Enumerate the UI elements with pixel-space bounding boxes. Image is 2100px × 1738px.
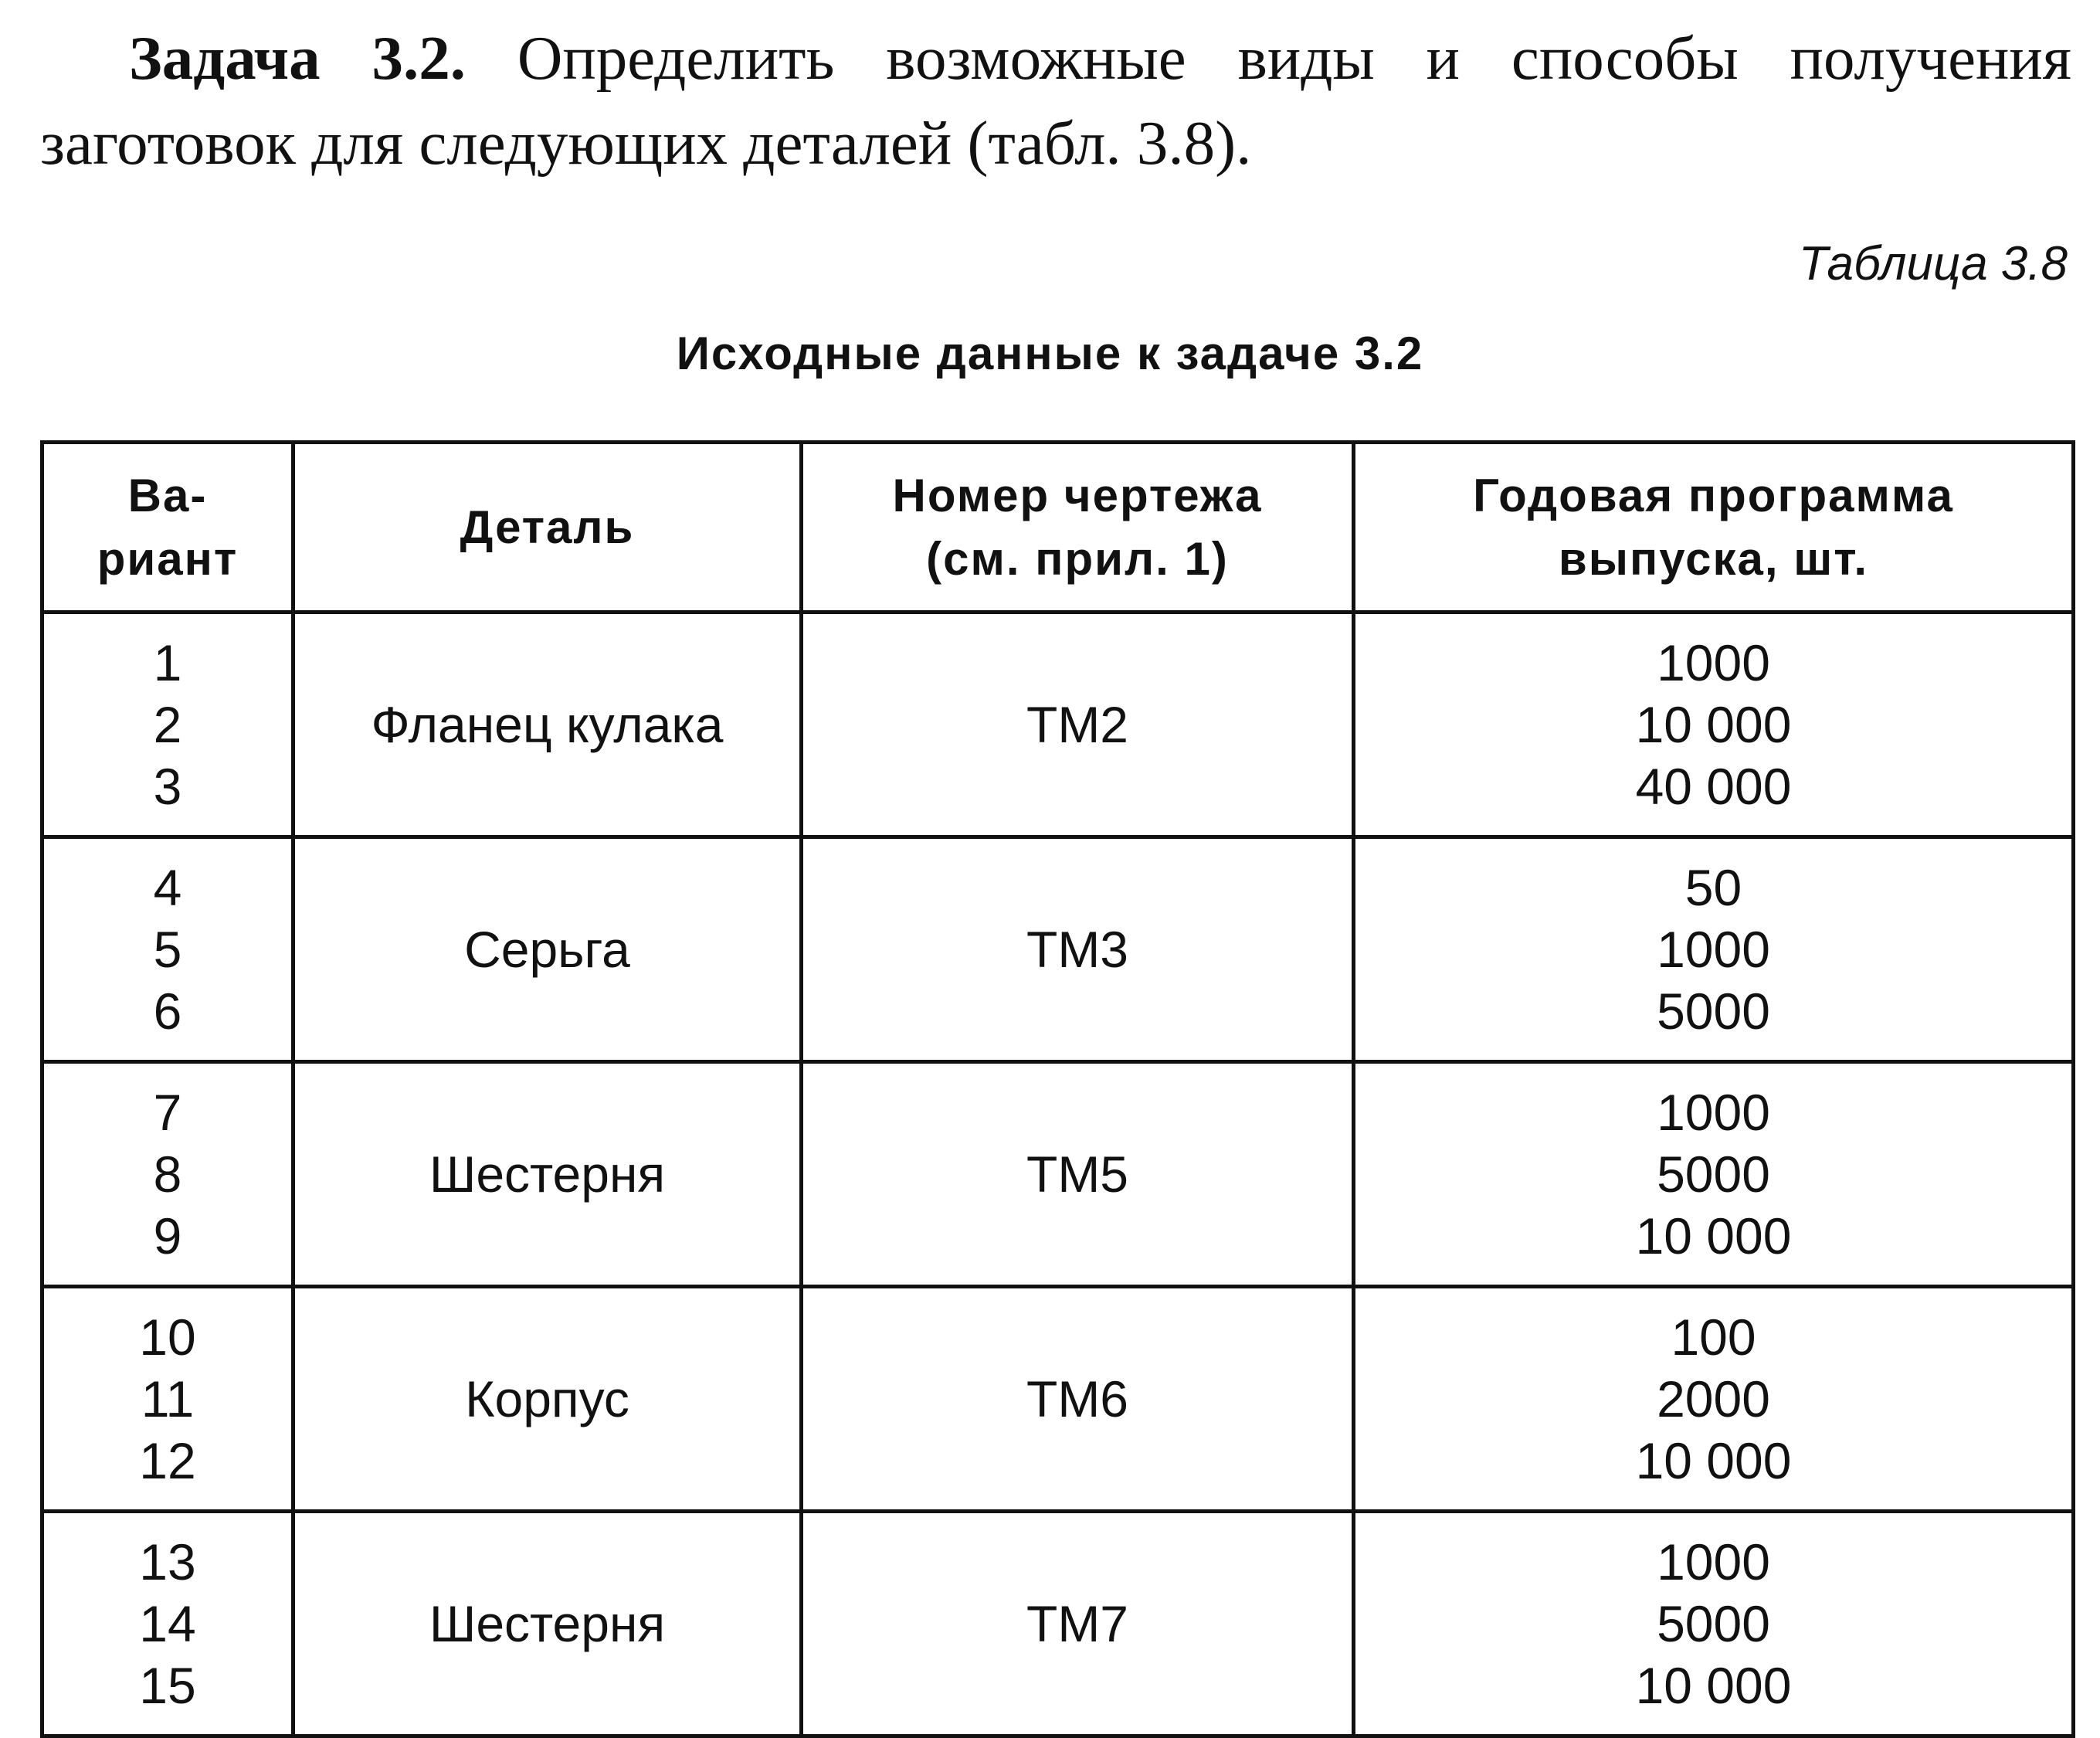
header-part <box>293 443 802 613</box>
program-value: 100 <box>1671 1309 1756 1366</box>
program-value: 40 000 <box>1635 758 1792 815</box>
drawing-cell: ТМ3 <box>802 837 1354 1062</box>
variant-number: 1 <box>153 634 182 691</box>
header-drawing-line1: Номер чертежа <box>892 469 1263 521</box>
program-value: 10 000 <box>1635 1432 1792 1489</box>
part-cell: Шестерня <box>293 1512 802 1736</box>
table-row <box>42 1512 2074 1736</box>
variant-cell <box>42 1287 293 1512</box>
variant-cell <box>42 1062 293 1287</box>
header-program <box>1354 443 2074 613</box>
variant-number: 15 <box>139 1657 196 1714</box>
header-row <box>42 443 2074 613</box>
part-cell: Шестерня <box>293 1062 802 1287</box>
variant-number: 4 <box>153 859 182 916</box>
variant-number: 8 <box>153 1146 182 1203</box>
variant-cell <box>42 837 293 1062</box>
table-row <box>42 1287 2074 1512</box>
variant-number: 10 <box>139 1309 196 1366</box>
program-value: 10 000 <box>1635 1207 1792 1264</box>
program-value: 50 <box>1684 859 1742 916</box>
header-drawing <box>802 443 1354 613</box>
header-program-line2: выпуска, шт. <box>1558 532 1869 585</box>
program-cell <box>1354 837 2074 1062</box>
task-statement <box>40 15 2071 185</box>
table-row <box>42 1062 2074 1287</box>
part-cell: Корпус <box>293 1287 802 1512</box>
program-value: 1000 <box>1657 921 1770 978</box>
task-text: Определить возможные виды и способы получения заготовок для следующих деталей (табл. 3.8). <box>40 23 2071 178</box>
variant-cell <box>42 1512 293 1736</box>
program-value: 10 000 <box>1635 1657 1792 1714</box>
header-variant-line1: Ва- <box>127 469 208 521</box>
program-value: 5000 <box>1657 1146 1770 1203</box>
header-part-label: Деталь <box>460 501 635 553</box>
part-cell: Фланец кулака <box>293 613 802 837</box>
variant-number: 12 <box>139 1432 196 1489</box>
header-program-line1: Годовая программа <box>1473 469 1954 521</box>
variant-number: 13 <box>139 1533 196 1590</box>
drawing-cell: ТМ7 <box>802 1512 1354 1736</box>
source-data-table <box>40 440 2075 1738</box>
program-cell <box>1354 1062 2074 1287</box>
drawing-cell: ТМ5 <box>802 1062 1354 1287</box>
program-value: 5000 <box>1657 983 1770 1040</box>
variant-number: 9 <box>153 1207 182 1264</box>
program-cell <box>1354 1287 2074 1512</box>
header-variant-line2: риант <box>97 532 239 585</box>
task-label: Задача 3.2. <box>129 23 466 93</box>
program-cell <box>1354 1512 2074 1736</box>
table-number: Таблица 3.8 <box>1799 237 2068 290</box>
table-row <box>42 613 2074 837</box>
variant-number: 14 <box>139 1595 196 1652</box>
variant-number: 3 <box>153 758 182 815</box>
drawing-cell: ТМ2 <box>802 613 1354 837</box>
program-value: 1000 <box>1657 1533 1770 1590</box>
variant-number: 11 <box>141 1370 195 1427</box>
variant-number: 5 <box>153 921 182 978</box>
program-value: 10 000 <box>1635 696 1792 753</box>
program-value: 5000 <box>1657 1595 1770 1652</box>
program-value: 1000 <box>1657 634 1770 691</box>
program-value: 1000 <box>1657 1084 1770 1141</box>
program-value: 2000 <box>1657 1370 1770 1427</box>
program-cell <box>1354 613 2074 837</box>
variant-number: 6 <box>153 983 182 1040</box>
header-variant <box>42 443 293 613</box>
part-cell: Серьга <box>293 837 802 1062</box>
table-title: Исходные данные к задаче 3.2 <box>676 328 1424 379</box>
variant-number: 2 <box>153 696 182 753</box>
variant-cell <box>42 613 293 837</box>
table-row <box>42 837 2074 1062</box>
header-drawing-line2: (см. прил. 1) <box>926 532 1229 585</box>
variant-number: 7 <box>153 1084 182 1141</box>
drawing-cell: ТМ6 <box>802 1287 1354 1512</box>
